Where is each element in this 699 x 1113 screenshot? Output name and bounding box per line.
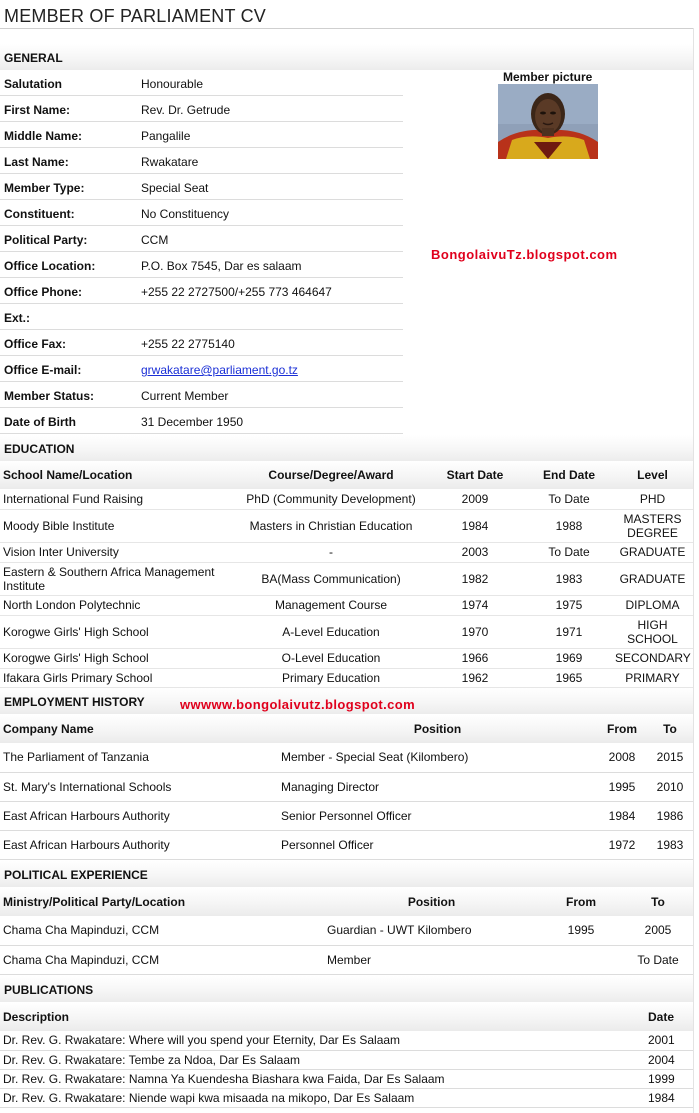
publications-col-date: Date xyxy=(645,1003,693,1031)
education-row-cell: 1984 xyxy=(424,509,526,542)
section-heading-political: POLITICAL EXPERIENCE xyxy=(0,861,693,887)
publication-row-cell: Dr. Rev. G. Rwakatare: Namna Ya Kuendesha Biashara kwa Faida, Dar Es Salaam xyxy=(0,1069,645,1088)
political-row xyxy=(0,916,693,945)
employment-row-cell: St. Mary's International Schools xyxy=(0,772,278,801)
general-row-value: Rwakatare xyxy=(141,155,199,169)
education-row-cell: Primary Education xyxy=(238,668,424,687)
general-row-value: Special Seat xyxy=(141,181,209,195)
general-row-value: No Constituency xyxy=(141,207,230,221)
employment-row-cell: 1986 xyxy=(647,801,693,830)
blog-watermark-top: BongolaivuTz.blogspot.com xyxy=(431,247,618,262)
employment-row-cell: Managing Director xyxy=(278,772,597,801)
general-row-value: 31 December 1950 xyxy=(141,415,244,429)
general-row-value: CCM xyxy=(141,233,169,247)
general-row-value: +255 22 2727500/+255 773 464647 xyxy=(141,285,332,299)
education-row-cell: Korogwe Girls' High School xyxy=(0,615,238,648)
political-col-organization: Ministry/Political Party/Location xyxy=(0,888,324,916)
general-row-label: Member Status: xyxy=(4,389,95,403)
education-row-cell: - xyxy=(238,542,424,562)
education-col-course: Course/Degree/Award xyxy=(238,461,424,489)
general-row-label: Salutation xyxy=(4,77,63,91)
publication-row-cell: 2004 xyxy=(645,1050,693,1069)
employment-row-cell: The Parliament of Tanzania xyxy=(0,743,278,772)
education-row-cell: Eastern & Southern Africa Management Institute xyxy=(0,562,238,595)
education-row-cell: 1969 xyxy=(526,648,612,668)
education-row-cell: 1983 xyxy=(526,562,612,595)
education-row-cell: 1966 xyxy=(424,648,526,668)
employment-row-cell: East African Harbours Authority xyxy=(0,801,278,830)
employment-row xyxy=(0,743,693,772)
publication-row xyxy=(0,1088,693,1107)
publication-row-cell: Dr. Rev. G. Rwakatare: Tembe za Ndoa, Dar Es Salaam xyxy=(0,1050,645,1069)
general-row xyxy=(0,408,403,434)
publication-row-cell: 1999 xyxy=(645,1069,693,1088)
employment-col-to: To xyxy=(647,715,693,743)
publication-row-cell: 1984 xyxy=(645,1088,693,1107)
general-row-label: First Name: xyxy=(4,103,71,117)
education-row-cell: North London Polytechnic xyxy=(0,595,238,615)
employment-row-cell: 1983 xyxy=(647,830,693,859)
education-row xyxy=(0,509,693,542)
education-row xyxy=(0,615,693,648)
general-row-label: Office Fax: xyxy=(4,337,67,351)
education-row-cell: PRIMARY xyxy=(612,668,693,687)
general-row xyxy=(0,70,403,96)
general-row xyxy=(0,148,403,174)
general-row xyxy=(0,252,403,278)
general-row-value: Honourable xyxy=(141,77,204,91)
employment-row xyxy=(0,830,693,859)
political-row-cell: 1995 xyxy=(539,916,623,945)
member-picture-label: Member picture xyxy=(503,70,593,84)
general-row-value: Pangalile xyxy=(141,129,191,143)
general-row-label: Office Location: xyxy=(4,259,96,273)
education-row-cell: Management Course xyxy=(238,595,424,615)
employment-row-cell: 1972 xyxy=(597,830,647,859)
section-heading-employment: EMPLOYMENT HISTORY xyxy=(0,688,693,714)
general-row xyxy=(0,278,403,304)
publications-table xyxy=(0,1003,693,1108)
political-row-cell xyxy=(539,945,623,974)
education-col-school: School Name/Location xyxy=(0,461,238,489)
title-divider xyxy=(0,28,693,29)
employment-row xyxy=(0,772,693,801)
education-row-cell: 1965 xyxy=(526,668,612,687)
general-row-value: +255 22 2775140 xyxy=(141,337,235,351)
education-row xyxy=(0,668,693,687)
education-row-cell: DIPLOMA xyxy=(612,595,693,615)
political-row-cell: Guardian - UWT Kilombero xyxy=(324,916,539,945)
publication-row-cell: Dr. Rev. G. Rwakatare: Niende wapi kwa misaada na mikopo, Dar Es Salaam xyxy=(0,1088,645,1107)
education-row xyxy=(0,595,693,615)
political-row-cell: To Date xyxy=(623,945,693,974)
employment-row-cell: 2008 xyxy=(597,743,647,772)
education-row xyxy=(0,562,693,595)
general-row-label: Middle Name: xyxy=(4,129,83,143)
employment-row xyxy=(0,801,693,830)
education-row-cell: PHD xyxy=(612,489,693,509)
content-right-border xyxy=(693,28,694,1113)
page-title: MEMBER OF PARLIAMENT CV xyxy=(4,6,266,26)
political-col-from: From xyxy=(539,888,623,916)
general-row xyxy=(0,96,403,122)
employment-col-company: Company Name xyxy=(0,715,278,743)
education-row-cell: 2009 xyxy=(424,489,526,509)
education-row-cell: PhD (Community Development) xyxy=(238,489,424,509)
education-row-cell: 1970 xyxy=(424,615,526,648)
education-row-cell: Vision Inter University xyxy=(0,542,238,562)
education-col-end: End Date xyxy=(526,461,612,489)
office-email-link[interactable]: grwakatare@parliament.go.tz xyxy=(141,363,298,377)
education-row-cell: International Fund Raising xyxy=(0,489,238,509)
employment-col-position: Position xyxy=(278,715,597,743)
publication-row xyxy=(0,1031,693,1050)
general-row-value: Rev. Dr. Getrude xyxy=(141,103,231,117)
education-col-start: Start Date xyxy=(424,461,526,489)
political-row-cell: Chama Cha Mapinduzi, CCM xyxy=(0,945,324,974)
employment-row-cell: 2015 xyxy=(647,743,693,772)
political-row-cell: 2005 xyxy=(623,916,693,945)
general-row-label: Member Type: xyxy=(4,181,85,195)
political-col-to: To xyxy=(623,888,693,916)
publication-row-cell: 2001 xyxy=(645,1031,693,1050)
education-row-cell: Korogwe Girls' High School xyxy=(0,648,238,668)
education-row-cell: GRADUATE xyxy=(612,542,693,562)
education-row-cell: HIGH SCHOOL xyxy=(612,615,693,648)
general-row-label: Office E-mail: xyxy=(4,363,82,377)
political-row-cell: Chama Cha Mapinduzi, CCM xyxy=(0,916,324,945)
general-row-label: Date of Birth xyxy=(4,415,76,429)
political-col-position: Position xyxy=(324,888,539,916)
employment-row-cell: Personnel Officer xyxy=(278,830,597,859)
publication-row xyxy=(0,1069,693,1088)
employment-table xyxy=(0,715,693,860)
section-heading-education: EDUCATION xyxy=(0,435,693,461)
general-row-label: Ext.: xyxy=(4,311,31,325)
education-row xyxy=(0,648,693,668)
general-row-label: Office Phone: xyxy=(4,285,83,299)
education-row-cell: Masters in Christian Education xyxy=(238,509,424,542)
education-row-cell: 1974 xyxy=(424,595,526,615)
education-row-cell: BA(Mass Communication) xyxy=(238,562,424,595)
general-row-label: Constituent: xyxy=(4,207,75,221)
education-row xyxy=(0,542,693,562)
publication-row-cell: Dr. Rev. G. Rwakatare: Where will you spend your Eternity, Dar Es Salaam xyxy=(0,1031,645,1050)
member-photo xyxy=(498,84,598,159)
education-row-cell: GRADUATE xyxy=(612,562,693,595)
education-row-cell: 1988 xyxy=(526,509,612,542)
general-row xyxy=(0,174,403,200)
education-col-level: Level xyxy=(612,461,693,489)
education-table xyxy=(0,461,693,688)
general-row-value: Current Member xyxy=(141,389,229,403)
general-row xyxy=(0,356,403,382)
employment-row-cell: Senior Personnel Officer xyxy=(278,801,597,830)
education-row-cell: SECONDARY xyxy=(612,648,693,668)
political-table xyxy=(0,888,693,975)
education-row-cell: 2003 xyxy=(424,542,526,562)
publications-col-description: Description xyxy=(0,1003,645,1031)
general-row xyxy=(0,330,403,356)
education-row-cell: Moody Bible Institute xyxy=(0,509,238,542)
general-row xyxy=(0,304,403,330)
general-row-label: Political Party: xyxy=(4,233,88,247)
section-heading-publications: PUBLICATIONS xyxy=(0,976,693,1002)
employment-row-cell: Member - Special Seat (Kilombero) xyxy=(278,743,597,772)
education-row-cell: 1975 xyxy=(526,595,612,615)
publication-row xyxy=(0,1050,693,1069)
general-row xyxy=(0,200,403,226)
education-row-cell: A-Level Education xyxy=(238,615,424,648)
education-row-cell: Ifakara Girls Primary School xyxy=(0,668,238,687)
education-row xyxy=(0,489,693,509)
general-row xyxy=(0,382,403,408)
education-row-cell: MASTERS DEGREE xyxy=(612,509,693,542)
education-row-cell: To Date xyxy=(526,542,612,562)
education-row-cell: 1962 xyxy=(424,668,526,687)
education-row-cell: 1982 xyxy=(424,562,526,595)
education-row-cell: 1971 xyxy=(526,615,612,648)
employment-row-cell: 2010 xyxy=(647,772,693,801)
political-row xyxy=(0,945,693,974)
general-row xyxy=(0,226,403,252)
education-row-cell: O-Level Education xyxy=(238,648,424,668)
general-row-label: Last Name: xyxy=(4,155,69,169)
employment-row-cell: 1995 xyxy=(597,772,647,801)
political-row-cell: Member xyxy=(324,945,539,974)
general-row xyxy=(0,122,403,148)
general-row-value: P.O. Box 7545, Dar es salaam xyxy=(141,259,302,273)
employment-row-cell: East African Harbours Authority xyxy=(0,830,278,859)
education-row-cell: To Date xyxy=(526,489,612,509)
employment-col-from: From xyxy=(597,715,647,743)
blog-watermark-middle: wwwww.bongolaivutz.blogspot.com xyxy=(180,697,416,712)
section-heading-general: GENERAL xyxy=(0,44,693,70)
employment-row-cell: 1984 xyxy=(597,801,647,830)
